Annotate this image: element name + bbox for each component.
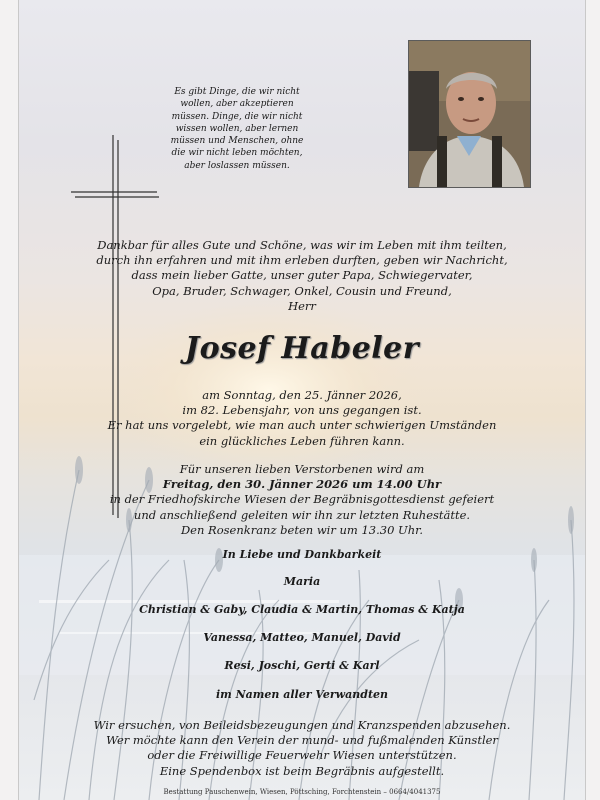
family-relatives: im Namen aller Verwandten xyxy=(215,688,389,701)
family-children: Christian & Gaby, Claudia & Martin, Thomas & Katja xyxy=(139,603,465,616)
obituary-card xyxy=(18,0,586,800)
quote: Es gibt Dinge, die wir nicht wollen, aber akzeptieren müssen. Dinge, die wir nicht wissen wollen, aber lernen müssen und Menschen, ohne die wir nicht leben möchten, aber loslassen müssen. xyxy=(170,87,304,171)
cross-icon xyxy=(71,135,159,518)
portrait-photo xyxy=(408,40,531,188)
family-closing: In Liebe und Dankbarkeit xyxy=(222,548,382,561)
family-siblings: Resi, Joschi, Gerti & Karl xyxy=(224,659,380,672)
donation-request: Wir ersuchen, von Beileidsbezeugungen und Kranzspenden abzusehen. Wer möchte kann den Verein der mund- und fußmalenden Künstler oder die Freiwillige Feuerwehr Wiesen unterstützen. Eine Spendenbox ist beim Begräbnis aufgestellt. xyxy=(93,718,511,778)
funeral-date: Freitag, den 30. Jänner 2026 um 14.00 Uhr xyxy=(162,477,442,492)
intro-text: Dankbar für alles Gute und Schöne, was wir im Leben mit ihm teilten, durch ihn erfahren und mit ihm erleben durften, geben wir Nachricht, dass mein lieber Gatte, unser guter Papa, Schwiegervater, Opa, Bruder, Schwager, Onkel, Cousin und Freund, Herr xyxy=(96,238,508,313)
funeral-home-footer: Bestattung Pauschenwein, Wiesen, Pöttsching, Forchtenstein – 0664/4041375 xyxy=(163,788,441,796)
deceased-name: Josef Habeler xyxy=(184,331,420,366)
death-notice: am Sonntag, den 25. Jänner 2026, im 82. Lebensjahr, von uns gegangen ist. Er hat uns vorgelebt, wie man auch unter schwierigen Umständen ein glückliches Leben führen kann. xyxy=(107,388,497,448)
family-grandchildren: Vanessa, Matteo, Manuel, David xyxy=(203,631,401,644)
funeral-info: Für unseren lieben Verstorbenen wird am Freitag, den 30. Jänner 2026 um 14.00 Uhr in der Friedhofskirche Wiesen der Begräbnisgottesdienst gefeiert und anschließend geleiten wir ihn zur letzten Ruhestätte. Den Rosenkranz beten wir um 13.30 Uhr. xyxy=(19,462,585,538)
family-spouse: Maria xyxy=(283,575,321,588)
